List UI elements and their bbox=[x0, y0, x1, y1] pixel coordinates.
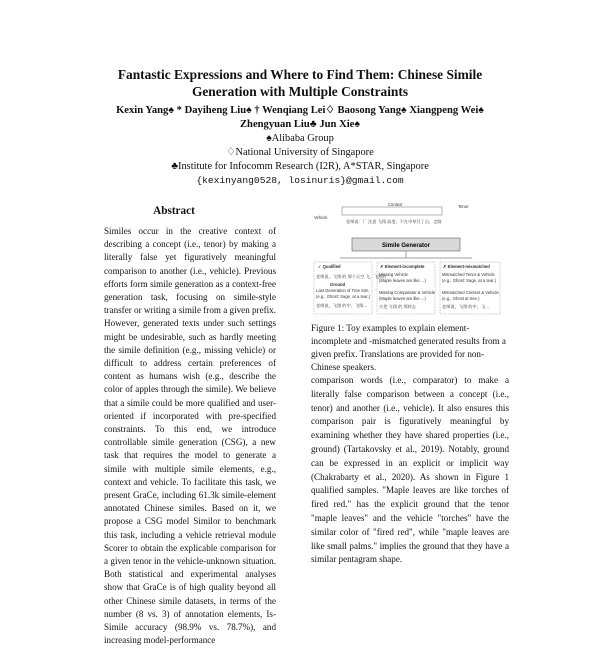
fig-vehicle-label: Vehicle bbox=[314, 215, 328, 220]
fig-col2-header: ✗ Element-incomplete bbox=[380, 264, 425, 269]
fig-col2-line: Missing Comparator & Vehicle bbox=[379, 290, 436, 295]
body-paragraph: comparison words (i.e., comparator) to make a literally false comparison between a concept (i.e., tenor) and another (i.e., vehicle). It also ensures this comparison pair is figuratively meaningful by examining whether they have shared properties (i.e., ground) (Tartakovsky et al., 2019). Notably, ground can be expressed in an explicit or implicit way (Chakrabarty et al., 2020). As shown in Figure 1 qualified samples. "Maple leaves are like torches of fired red." has the explicit ground that the tenor "maple leaves" and the vehicle "torches" have the similar color of "fired red", while "maple leaves are like small palms." implies the ground that they have a similar pentagram shape. bbox=[311, 375, 509, 565]
fig-col1-line: 老师说，飞翔 的中，飞翔… bbox=[316, 303, 368, 308]
author-list bbox=[40, 104, 560, 132]
affiliation-nus: ♢National University of Singapore bbox=[226, 147, 374, 158]
authors-line-2: Zhengyuan Liu♣ Jun Xie♠ bbox=[239, 119, 361, 130]
paper-title bbox=[60, 66, 540, 100]
context-bracket bbox=[342, 207, 442, 215]
fig-generator-label: Simile Generator bbox=[381, 243, 431, 249]
fig-col1-line: Last Generation of Tree Sim. bbox=[316, 288, 370, 293]
fig-context-label: Context bbox=[388, 203, 403, 207]
fig-col2-line: Missing Vehicle bbox=[379, 272, 408, 277]
fig-col3-line: 老师说，飞翔 的中，飞… bbox=[442, 304, 490, 309]
fig-col1-line: Ground bbox=[330, 282, 346, 287]
figure-caption: Figure 1: Toy examples to explain element-incomplete and -mismatched generated results from a given prefix. Translations are provided for non-Chinese speakers. bbox=[311, 323, 506, 372]
affiliation-alibaba: ♠Alibaba Group bbox=[266, 133, 334, 144]
fig-prompt: 老师说：厂 注意 飞翔 高度，不在中草甘了点，走路 bbox=[346, 219, 442, 224]
fig-col2-line: (Maple leaves are like ...) bbox=[379, 296, 426, 301]
fig-col3-line: Mismatched Context & Vehicle bbox=[442, 290, 499, 295]
figure-1-diagram bbox=[312, 203, 502, 316]
affiliation-i2r: ♣Institute for Infocomm Research (I2R), A*STAR, Singapore bbox=[171, 161, 429, 172]
abstract-text: Similes occur in the creative context of describing a concept (i.e., tenor) by making a literally false yet figuratively meaningful comparison to another (i.e., vehicle). Previous efforts form simile generation as a context-free generation task, focusing on simile-style transfer or writing a simile from a given prefix. However, generated texts under such settings might be undesirable, such as hardly meeting the simile definition (e.g., missing vehicle) or difficult to address certain preferences of content as humans wish (e.g., describe the color of apples through the simile). We believe that a simile could be more qualified and user-oriented if incorporated with pre-specified constraints. To this end, we introduce controllable simile generation (CSG), a new task that requires the model to generate a simile with multiple simile elements, e.g., context and vehicle. To facilitate this task, we present GraCe, including 61.3k simile-element annotated Chinese similes. Based on it, we propose a CSG model Similor to benchmark this task, including a vehicle retrieval module Scorer to obtain the explicable comparison for a given tenor in the vehicle-unknown situation. Both statistical and experimental analyses show that GraCe is of high quality beyond all other Chinese simile datasets, in terms of the number (8 vs. 3) of annotation elements, Is-Simile accuracy (98.9% vs. 78.7%), and increasing model-performance bbox=[104, 226, 276, 646]
fig-col3-line: (e.g., Ghost: Sage, at a tear.) bbox=[442, 278, 497, 283]
fig-col3-line: (e.g., Ghost at tree.) bbox=[442, 296, 480, 301]
fig-col2-line: 火把 飞翔 的 那样去 bbox=[379, 304, 416, 309]
fig-col3-line: Mismatched Tenor & Vehicle bbox=[442, 272, 495, 277]
author-email: {kexinyang0528, losinuris}@gmail.com bbox=[196, 175, 404, 186]
fig-col1-line: 老师说，飞翔 的 那个天空 飞，飞跃的 bbox=[316, 274, 387, 279]
authors-line-1: Kexin Yang♠ * Dayiheng Liu♠ † Wenqiang Lei♢ Baosong Yang♠ Xiangpeng Wei♠ bbox=[116, 105, 484, 116]
fig-col1-header: ✓ Qualified bbox=[318, 264, 341, 269]
fig-col1-line: (e.g., Ghost: Sage, at a tear.) bbox=[316, 294, 371, 299]
fig-col2-line: (Maple leaves are like ...) bbox=[379, 278, 426, 283]
abstract-heading: Abstract bbox=[153, 205, 195, 217]
fig-col3-header: ✗ Element-mismatched bbox=[443, 264, 490, 269]
fig-tenor-label: Tenor bbox=[458, 204, 469, 209]
affiliations bbox=[60, 132, 540, 188]
title-line-2: Generation with Multiple Constraints bbox=[191, 84, 409, 99]
title-line-1: Fantastic Expressions and Where to Find Them: Chinese Simile bbox=[117, 67, 483, 82]
